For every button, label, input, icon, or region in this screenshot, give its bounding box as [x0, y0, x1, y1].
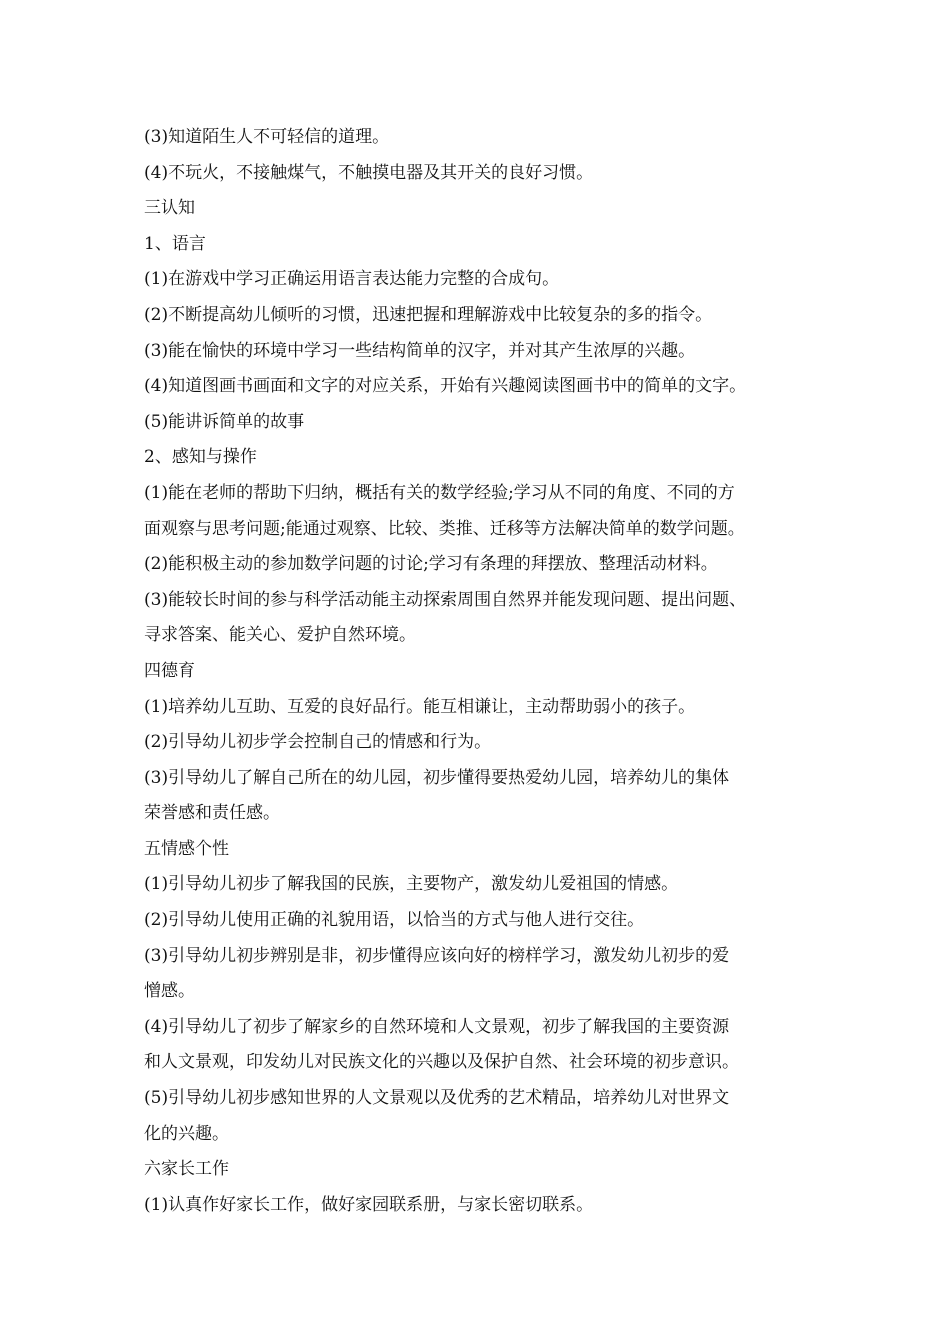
- text-line: (2)引导幼儿使用正确的礼貌用语，以恰当的方式与他人进行交往。: [144, 910, 645, 931]
- section-heading: 三认知: [144, 198, 195, 219]
- section-heading: 四德育: [144, 660, 195, 681]
- text-line: (3)引导幼儿了解自己所在的幼儿园，初步懂得要热爱幼儿园，培养幼儿的集体: [144, 767, 730, 788]
- text-line: (2)引导幼儿初步学会控制自己的情感和行为。: [144, 732, 492, 753]
- text-line: (1)引导幼儿初步了解我国的民族，主要物产，激发幼儿爱祖国的情感。: [144, 874, 679, 895]
- text-line: (4)引导幼儿了初步了解家乡的自然环境和人文景观，初步了解我国的主要资源: [144, 1016, 730, 1037]
- section-heading: 六家长工作: [144, 1159, 229, 1180]
- text-line: (3)引导幼儿初步辨别是非，初步懂得应该向好的榜样学习，激发幼儿初步的爱: [144, 945, 730, 966]
- text-line: (2)能积极主动的参加数学问题的讨论;学习有条理的拜摆放、整理活动材料。: [144, 554, 718, 575]
- text-line: 和人文景观，印发幼儿对民族文化的兴趣以及保护自然、社会环境的初步意识。: [144, 1052, 739, 1073]
- document-body: [144, 120, 824, 1223]
- text-line: (1)在游戏中学习正确运用语言表达能力完整的合成句。: [144, 269, 560, 290]
- text-line: (2)不断提高幼儿倾听的习惯，迅速把握和理解游戏中比较复杂的多的指令。: [144, 304, 713, 325]
- text-line: (5)能讲诉简单的故事: [144, 411, 305, 432]
- text-line: (1)认真作好家长工作，做好家园联系册，与家长密切联系。: [144, 1194, 594, 1215]
- text-line: 憎感。: [144, 981, 195, 1002]
- text-line: (5)引导幼儿初步感知世界的人文景观以及优秀的艺术精品，培养幼儿对世界文: [144, 1088, 730, 1109]
- section-heading: 五情感个性: [144, 838, 229, 859]
- text-line: (3)能在愉快的环境中学习一些结构简单的汉字，并对其产生浓厚的兴趣。: [144, 340, 696, 361]
- text-line: (4)不玩火，不接触煤气，不触摸电器及其开关的良好习惯。: [144, 162, 594, 183]
- text-line: 寻求答案、能关心、爱护自然环境。: [144, 625, 416, 646]
- text-line: 化的兴趣。: [144, 1123, 229, 1144]
- text-line: 荣誉感和责任感。: [144, 803, 280, 824]
- subsection-heading: 2、感知与操作: [144, 447, 257, 468]
- text-line: 面观察与思考问题;能通过观察、比较、类推、迁移等方法解决简单的数学问题。: [144, 518, 745, 539]
- text-line: (1)能在老师的帮助下归纳，概括有关的数学经验;学习从不同的角度、不同的方: [144, 482, 735, 503]
- subsection-heading: 1、语言: [144, 233, 206, 254]
- text-line: (1)培养幼儿互助、互爱的良好品行。能互相谦让，主动帮助弱小的孩子。: [144, 696, 696, 717]
- text-line: (3)能较长时间的参与科学活动能主动探索周围自然界并能发现问题、提出问题、: [144, 589, 747, 610]
- text-line: (3)知道陌生人不可轻信的道理。: [144, 127, 390, 147]
- text-line: (4)知道图画书画面和文字的对应关系，开始有兴趣阅读图画书中的简单的文字。: [144, 376, 747, 397]
